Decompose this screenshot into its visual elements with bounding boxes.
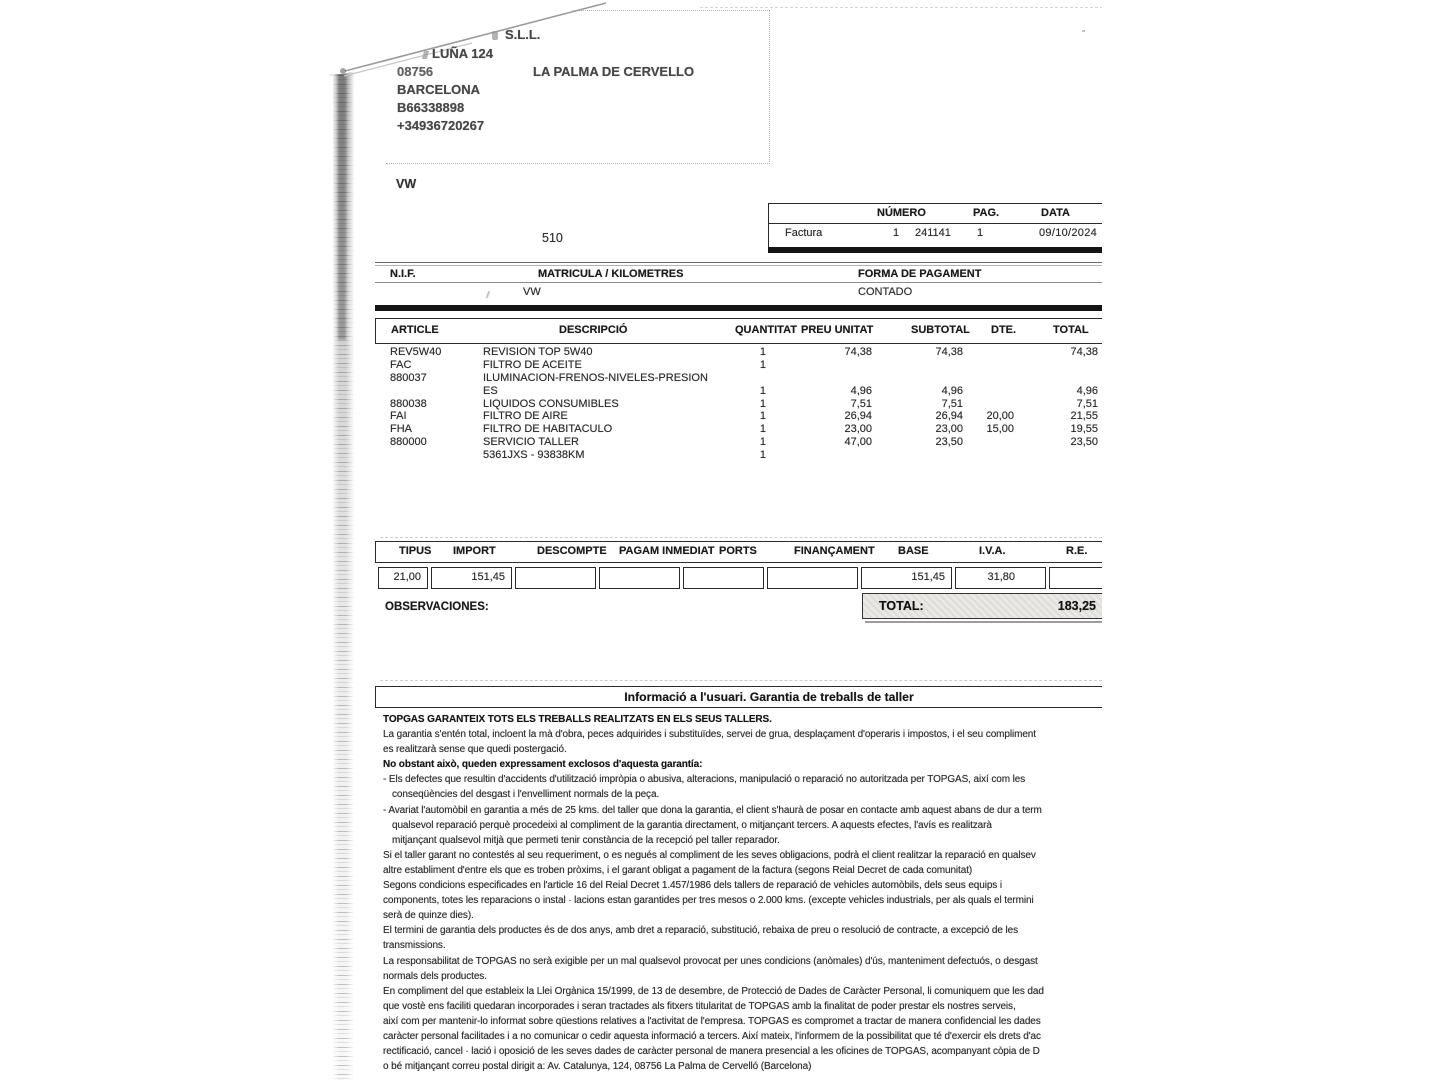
sender-street-fragment: LUÑA 124 xyxy=(432,46,493,61)
info-title-box xyxy=(375,686,1102,708)
preu-unitat-col-header: PREU UNITAT xyxy=(801,324,874,336)
warranty-text xyxy=(383,712,1102,1077)
total-value: 183,25 xyxy=(1057,599,1096,613)
invoice-type-label: Factura xyxy=(785,227,823,239)
iva-header: I.V.A. xyxy=(979,545,1006,557)
page-edge-shadow-core xyxy=(338,70,346,340)
warranty-line: La responsabilitat de TOPGAS no serà exigible per un mal qualsevol provocat per unes condicions (anòmales) d'ús, manteniment defectuós, o desgast xyxy=(383,955,1038,967)
article-row: FHA FILTRO DE HABITACULO 1 23,00 23,00 15,00 19,55 xyxy=(390,423,1098,436)
descripcio-col-header: DESCRIPCIÓ xyxy=(559,324,628,336)
article-row: 880000 SERVICIO TALLER 1 47,00 23,50 23,50 xyxy=(390,436,1098,449)
re-header: R.E. xyxy=(1066,545,1088,557)
article-row: 5361JXS - 93838KM 1 xyxy=(483,449,766,462)
article-row: FAI FILTRO DE AIRE 1 26,94 26,94 20,00 21,55 xyxy=(390,410,1098,423)
warranty-line: conseqüències del desgast i l'envelliment normals de la peça. xyxy=(392,789,660,801)
pagament-value: CONTADO xyxy=(858,286,913,298)
ports-value-cell xyxy=(683,567,764,589)
nif-table xyxy=(375,262,1102,311)
pagam-inmediat-value-cell xyxy=(599,567,680,589)
iva-value-cell: 31,80 xyxy=(955,567,1046,589)
warranty-line: La garantia s'entén total, incloent la mà d'obra, peces adquirides i substituïdes, servei de grua, desplaçament d'operaris i impostos, i el seu compliment xyxy=(383,729,1036,741)
base-header: BASE xyxy=(898,545,929,557)
total-col-header: TOTAL xyxy=(1053,324,1089,336)
descompte-header: DESCOMPTE xyxy=(537,545,607,557)
warranty-line: - Els defectes que resultin d'accidents d'utilització impròpia o abusiva, alteracions, manipulació o reparació no autoritzada per TOPGAS, així com les xyxy=(383,774,1026,786)
warranty-line: caràcter personal facilitades i a no comunicar o cedir aquesta informació a tercers. Així mateix, l'informem de la possibilitat que té d'exercir els drets d'ac xyxy=(383,1030,1041,1042)
warranty-line: No obstant això, queden expressament exclosos d'aquesta garantía: xyxy=(383,759,703,771)
observaciones-label: OBSERVACIONES: xyxy=(385,601,489,613)
ports-header: PORTS xyxy=(719,545,757,557)
article-row: FAC FILTRO DE ACEITE 1 xyxy=(390,358,766,371)
article-row: 880037 ILUMINACION-FRENOS-NIVELES-PRESION xyxy=(390,371,708,384)
info-title: Informació a l'usuari. Garantia de treballs de taller xyxy=(624,690,914,704)
warranty-line: serà de quinze dies). xyxy=(383,910,474,922)
total-box xyxy=(862,593,1102,619)
sender-tax-id: B66338898 xyxy=(397,100,465,115)
separator-bar xyxy=(375,305,1102,311)
warranty-line: En compliment del que estableix la Llei Orgànica 15/1999, de 13 de desembre, de Protecció de Dades de Caràcter Personal, li comuniquem que les dad xyxy=(383,985,1044,997)
cut-letter-fragment xyxy=(492,31,498,40)
financament-header: FINANÇAMENT xyxy=(794,545,875,557)
pagam-inmediat-header: PAGAM INMEDIAT xyxy=(619,545,715,557)
scan-speck xyxy=(1082,30,1085,32)
pagament-header: FORMA DE PAGAMENT xyxy=(858,268,982,280)
warranty-line: Segons condicions especificades en l'article 16 del Reial Decret 1.457/1986 dels tallers de reparació de vehicles automòbils, dels seus equips i xyxy=(383,880,1002,892)
nif-header: N.I.F. xyxy=(390,268,416,280)
import-header: IMPORT xyxy=(453,545,496,557)
warranty-line: qualsevol reparació perquè procedeixi al compliment de la garantia directament, o mitjançant tercers. A aquests efectes, l'avís es realitzarà xyxy=(392,819,992,831)
dte-col-header: DTE. xyxy=(991,324,1017,336)
warranty-line: altre establiment d'entre els que es troben pròxims, i el garant obligat a pagament de la factura (segons Reial Decret de cada comunitat) xyxy=(383,864,973,876)
financament-value-cell xyxy=(767,567,858,589)
sender-name-fragment: S.L.L. xyxy=(505,27,541,42)
article-row: 880038 LIQUIDOS CONSUMIBLES 1 7,51 7,51 7,51 xyxy=(390,397,1098,410)
warranty-line: TOPGAS GARANTEIX TOTS ELS TREBALLS REALITZATS EN ELS SEUS TALLERS. xyxy=(383,714,772,725)
subtotal-col-header: SUBTOTAL xyxy=(911,324,970,336)
totals-header-row xyxy=(375,541,1102,563)
article-row: REV5W40 REVISION TOP 5W40 1 74,38 74,38 74,38 xyxy=(390,346,1098,358)
warranty-line: transmissions. xyxy=(383,940,446,952)
quantitat-col-header: QUANTITAT xyxy=(735,324,797,336)
article-col-header: ARTICLE xyxy=(391,324,439,336)
invoice-meta-table xyxy=(768,203,1102,253)
tipus-value-cell: 21,00 xyxy=(378,567,428,589)
warranty-line: - Avariat l'automòbil en garantia a més de 25 kms. del taller que dona la garantia, el client s'haurà de posar en contacte amb aquest abans de dur a term xyxy=(383,804,1042,816)
import-value-cell: 151,45 xyxy=(431,567,512,589)
warranty-line: rectificació, cancel · lació i oposició de les seves dades de caràcter personal de manera presencial a les oficines de TOPGAS, acompanyant còpia de D xyxy=(383,1046,1040,1058)
serie-value: 1 xyxy=(893,227,900,239)
scan-noise-dashes xyxy=(700,7,1102,8)
numero-value: 241141 xyxy=(915,227,951,239)
tipus-header: TIPUS xyxy=(399,545,432,557)
warranty-line: Si el taller garant no contestés al seu requeriment, o es negués al compliment de les seves obligacions, podrà el client realitzar la reparació en qualsev xyxy=(383,849,1036,861)
separator-bar xyxy=(768,247,1102,253)
pag-header: PAG. xyxy=(973,207,1000,219)
sender-province: BARCELONA xyxy=(397,82,481,97)
sender-city: LA PALMA DE CERVELLO xyxy=(533,64,695,79)
total-label: TOTAL: xyxy=(879,599,924,613)
warranty-line: es realitzarà sense que quedi postergació. xyxy=(383,744,567,756)
warranty-line: components, totes les reparacions o instal · lacions estan garantides per tres mesos o 2.000 kms. (excepte vehicles industrials, per als quals el termini xyxy=(383,895,1034,907)
data-value: 09/10/2024 xyxy=(1039,227,1098,239)
articles-header-row xyxy=(375,318,1102,344)
sender-phone: +34936720267 xyxy=(397,118,485,133)
pag-value: 1 xyxy=(977,227,984,239)
descompte-value-cell xyxy=(515,567,596,589)
sender-postal-code: 08756 xyxy=(397,64,434,79)
matricula-header: MATRICULA / KILOMETRES xyxy=(538,268,684,280)
vehicle-make-label: VW xyxy=(396,177,417,191)
matricula-value: VW xyxy=(523,286,541,298)
data-header: DATA xyxy=(1041,207,1070,219)
warranty-line: mitjançant qualsevol mitjà que permeti tenir constància de la recepció pel taller reparador. xyxy=(392,834,780,846)
warranty-line: normals dels productes. xyxy=(383,970,487,982)
articles-rows xyxy=(375,346,1102,462)
numero-header: NÚMERO xyxy=(877,207,926,219)
article-row: ES 1 4,96 4,96 4,96 xyxy=(483,384,1098,397)
warranty-line: així com per mantenir-lo informat sobre qüestions relatives a l'activitat de l'empresa. TOPGAS es compromet a tractar de manera confidencial les dades xyxy=(383,1015,1041,1027)
warranty-line: que vostè ens faciliti quedaran incorporades i seran tractades als fitxers titularitat de TOPGAS amb la finalitat de poder prestar els nostres serveis, xyxy=(383,1000,1016,1012)
total-box-shadow xyxy=(865,621,1102,623)
customer-code: 510 xyxy=(542,231,563,245)
re-value-cell xyxy=(1049,567,1102,589)
base-value-cell: 151,45 xyxy=(861,567,952,589)
warranty-line: El termini de garantia dels productes és de dos anys, amb dret a reparació, substitució, rebaixa de preu o resolució de contracte, a excepció de les xyxy=(383,925,1019,937)
warranty-line: o bé mitjançant correu postal dirigit a: Av. Catalunya, 124, 08756 La Palma de Cervelló (Barcelona) xyxy=(383,1061,812,1073)
